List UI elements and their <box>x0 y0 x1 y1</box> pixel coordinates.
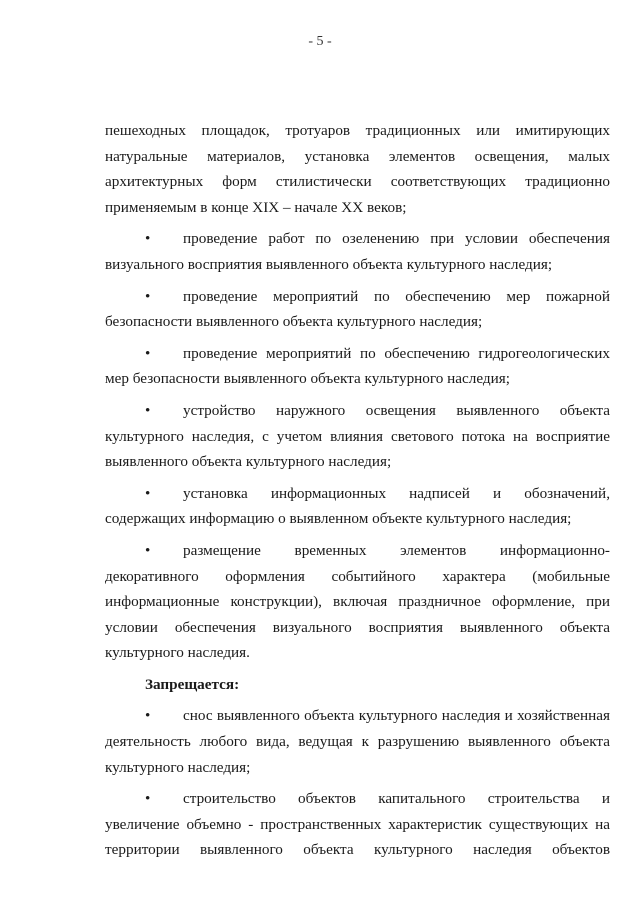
list-item-text: снос выявленного объекта культурного наследия и хозяйственная деятельность любого вида, ведущая к разрушению выявленного объекта культурного наследия; <box>105 707 610 776</box>
list-item <box>105 481 610 532</box>
list-item <box>105 538 610 666</box>
bullet-icon: • <box>145 790 151 808</box>
bullet-icon: • <box>145 401 151 419</box>
document-body <box>105 118 610 869</box>
intro-paragraph: пешеходных площадок, тротуаров традиционных или имитирующих натуральные материалов, установка элементов освещения, малых архитектурных форм стилистически соответствующих традиционно применяемым в конце XIX – начале XX веков; <box>105 122 610 216</box>
page-number: - 5 - <box>308 34 332 49</box>
list-item-text: строительство объектов капитального строительства и увеличение объемно - пространственных характеристик существующих на территории выявленного объекта культурного наследия объектов <box>105 790 610 859</box>
list-item <box>105 284 610 335</box>
list-item <box>105 341 610 392</box>
list-item-text: размещение временных элементов информационно-декоративного оформления событийного характера (мобильные информационные конструкции), включая праздничное оформление, при условии обеспечения визуального восприятия выявленного объекта культурного наследия. <box>105 541 610 662</box>
bullet-icon: • <box>145 287 151 305</box>
bullet-icon: • <box>145 344 151 362</box>
list-item-text: проведение мероприятий по обеспечению гидрогеологических мер безопасности выявленного объекта культурного наследия; <box>105 344 610 388</box>
list-item <box>105 398 610 475</box>
list-item-text: проведение работ по озеленению при условии обеспечения визуального восприятия выявленного объекта культурного наследия; <box>105 230 610 273</box>
list-item-text: проведение мероприятий по обеспечению мер пожарной безопасности выявленного объекта культурного наследия; <box>105 287 610 331</box>
list-item <box>105 786 610 863</box>
bullet-icon: • <box>145 707 151 725</box>
list-item-text: установка информационных надписей и обозначений, содержащих информацию о выявленном объекте культурного наследия; <box>105 484 610 528</box>
list-item <box>105 703 610 780</box>
section-heading: Запрещается: <box>145 675 240 693</box>
list-item-text: устройство наружного освещения выявленного объекта культурного наследия, с учетом влияния светового потока на восприятие выявленного объекта культурного наследия; <box>105 401 610 471</box>
bullet-icon: • <box>145 541 151 559</box>
bullet-icon: • <box>145 484 151 502</box>
list-item <box>105 226 610 277</box>
bullet-icon: • <box>145 230 151 248</box>
